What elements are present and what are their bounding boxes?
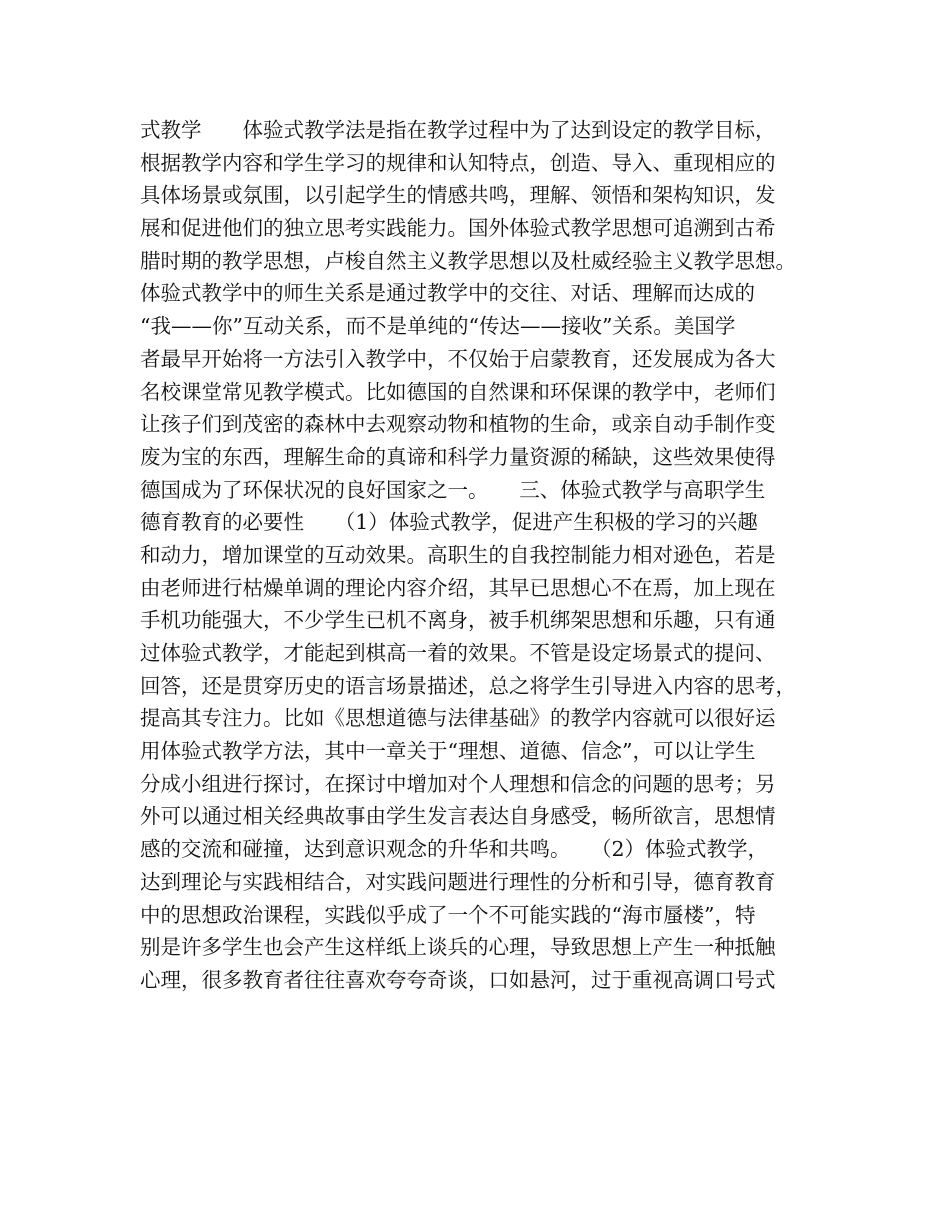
text-line: 者最早开始将一方法引入教学中，不仅始于启蒙教育，还发展成为各大 bbox=[140, 346, 776, 371]
text-line: 式教学 体验式教学法是指在教学过程中为了达到设定的教学目标， bbox=[140, 118, 776, 142]
text-line: 由老师进行枯燥单调的理论内容介绍，其早已思想心不在焉，加上现在 bbox=[140, 575, 776, 600]
text-line: 德国成为了环保状况的良好国家之一。 三、体验式教学与高职学生 bbox=[140, 477, 766, 502]
text-line: 腊时期的教学思想，卢梭自然主义教学思想以及杜威经验主义教学思想。 bbox=[140, 248, 796, 273]
text-line: 回答，还是贯穿历史的语言场景描述，总之将学生引导进入内容的思考， bbox=[140, 673, 796, 698]
body-text bbox=[140, 114, 840, 997]
text-line: 达到理论与实践相结合，对实践问题进行理性的分析和引导，德育教育 bbox=[140, 869, 776, 894]
text-line: 外可以通过相关经典故事由学生发言表达自身感受，畅所欲言，思想情 bbox=[140, 804, 776, 829]
text-line: 心理，很多教育者往往喜欢夸夸奇谈，口如悬河，过于重视高调口号式 bbox=[140, 967, 776, 992]
text-line: “我——你”互动关系，而不是单纯的“传达——接收”关系。美国学 bbox=[140, 314, 736, 339]
text-line: 废为宝的东西，理解生命的真谛和科学力量资源的稀缺，这些效果使得 bbox=[140, 444, 776, 469]
text-line: 体验式教学中的师生关系是通过教学中的交往、对话、理解而达成的 bbox=[140, 281, 755, 306]
text-line: 根据教学内容和学生学习的规律和认知特点，创造、导入、重现相应的 bbox=[140, 150, 776, 175]
text-line: 和动力，增加课堂的互动效果。高职生的自我控制能力相对逊色，若是 bbox=[140, 542, 776, 567]
text-line: 中的思想政治课程，实践似乎成了一个不可能实践的“海市蜃楼”，特 bbox=[140, 902, 756, 927]
text-line: 用体验式教学方法，其中一章关于“理想、道德、信念”，可以让学生 bbox=[140, 739, 756, 764]
text-line: 让孩子们到茂密的森林中去观察动物和植物的生命，或亲自动手制作变 bbox=[140, 412, 776, 437]
text-line: 感的交流和碰撞，达到意识观念的升华和共鸣。 （2）体验式教学， bbox=[140, 837, 769, 862]
text-line: 别是许多学生也会产生这样纸上谈兵的心理，导致思想上产生一种抵触 bbox=[140, 935, 776, 960]
text-line: 手机功能强大，不少学生已机不离身，被手机绑架思想和乐趣，只有通 bbox=[140, 608, 776, 633]
text-line: 名校课堂常见教学模式。比如德国的自然课和环保课的教学中，老师们 bbox=[140, 379, 776, 404]
text-line: 提高其专注力。比如《思想道德与法律基础》的教学内容就可以很好运 bbox=[140, 706, 776, 731]
text-line: 过体验式教学，才能起到棋高一着的效果。不管是设定场景式的提问、 bbox=[140, 641, 776, 665]
text-line: 展和促进他们的独立思考实践能力。国外体验式教学思想可追溯到古希 bbox=[140, 216, 776, 241]
text-line: 德育教育的必要性 （1）体验式教学，促进产生积极的学习的兴趣 bbox=[140, 510, 758, 535]
text-line: 具体场景或氛围，以引起学生的情感共鸣，理解、领悟和架构知识，发 bbox=[140, 183, 776, 208]
text-line: 分成小组进行探讨，在探讨中增加对个人理想和信念的问题的思考；另 bbox=[140, 771, 776, 796]
